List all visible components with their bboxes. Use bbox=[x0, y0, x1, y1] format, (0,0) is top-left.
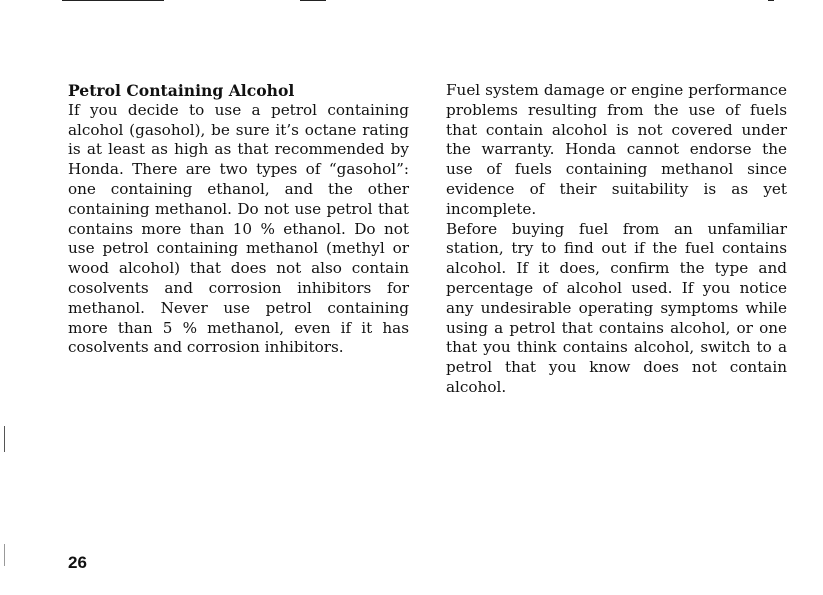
right-paragraph-warranty: Fuel system damage or engine performance problems resulting from the use of fuels that contain alcohol is not covered under the warranty. Honda cannot endorse the use of fuels containing methanol since evidence of their suitability is as yet incomplete. bbox=[446, 81, 787, 218]
edge-mark-upper bbox=[4, 426, 5, 452]
section-heading: Petrol Containing Alcohol bbox=[68, 81, 295, 100]
edge-mark-lower bbox=[4, 544, 5, 566]
top-rule-left bbox=[62, 0, 164, 1]
right-paragraph-advice: Before buying fuel from an unfamiliar station, try to find out if the fuel contains alcohol. If it does, confirm the type and percentage of alcohol used. If you notice any undesirable operating symptoms while using a petrol that contains alcohol, or one that you think contains alcohol, switch to a petrol that you know does not contain alcohol. bbox=[446, 219, 787, 396]
left-paragraph: If you decide to use a petrol containing alcohol (gasohol), be sure it’s octane rating is at least as high as that recommended by Honda. There are two types of “gasohol”: one containing ethanol, and the other containing methanol. Do not use petrol that contains more than 10 % ethanol. Do not use petrol containing methanol (methyl or wood alcohol) that does not also contain cosolvents and corrosion inhibitors for methanol. Never use petrol containing more than 5 % methanol, even if it has cosolvents and corrosion inhibitors. bbox=[68, 100, 409, 357]
right-column bbox=[446, 81, 787, 398]
page-number: 26 bbox=[68, 553, 87, 572]
left-column bbox=[68, 81, 409, 358]
top-rule-right bbox=[768, 0, 774, 1]
top-rule-center bbox=[300, 0, 326, 1]
